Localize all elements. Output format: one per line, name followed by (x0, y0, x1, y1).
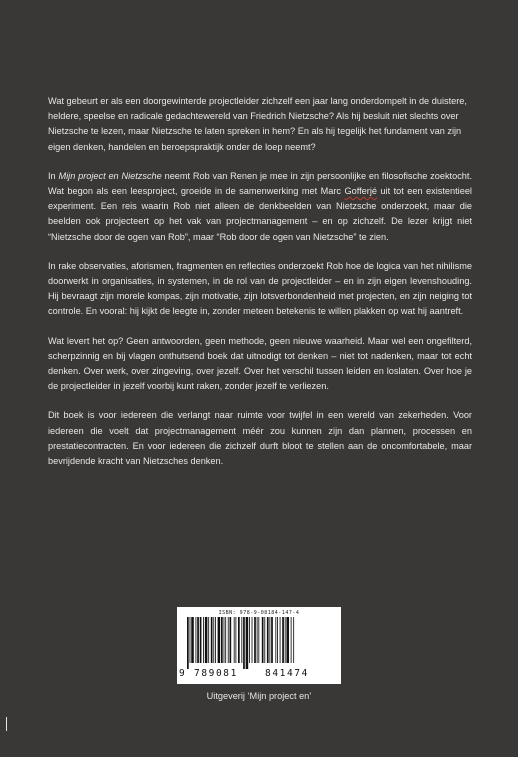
barcode-bar (241, 617, 242, 663)
paragraph-rest: uit tot een existentieel experiment. Een reis waarin Rob niet alleen de denkbeelden van Nietzsche onderzoekt, maar die beelden ook projecteert op het vak van projectmanagement – en op zichzelf. De lezer krijgt niet “Nietzsche door de ogen van Rob”, maar “Rob door de ogen van Nietzsche” te zien. (48, 186, 472, 242)
barcode-lead-digit: 9 (179, 668, 185, 679)
barcode-bar (275, 617, 276, 663)
barcode-digits (177, 668, 341, 682)
barcode-bar (235, 617, 236, 663)
paragraph-prefix: In (48, 170, 59, 181)
barcode-bar (254, 617, 256, 663)
barcode-bar (224, 617, 225, 663)
barcode-bar (190, 617, 191, 663)
paragraph-intro: Wat gebeurt er als een doorgewinterde projectleider zichzelf een jaar lang onderdompelt in de duistere, heldere, speelse en radicale gedachtewereld van Friedrich Nietzsche? Als hij besluit niet slechts over Nietzsche te lezen, maar Nietzsche te laten spreken in hem? En als hij tegelijk het fundament van zijn eigen denken, handelen en beroepspraktijk onder de loep neemt? (48, 96, 467, 152)
barcode-bar (203, 617, 204, 663)
barcode-bar (238, 617, 240, 663)
barcode-bar (215, 617, 216, 663)
barcode-bar (196, 617, 197, 663)
paragraph-outcome: Wat levert het op? Geen antwoorden, geen methode, geen nieuwe waarheid. Maar wel een ongefilterd, scherpzinnig en bij vlagen onthutsend boek dat uitnodigt tot denken – niet tot nadenken, maar tot echt denken. Over werk, over zingeving, over jezelf. Over het verschil tussen leiden en loslaten. Over hoe je de projectleider in jezelf voorbij kunt raken, zonder jezelf te verliezen. (48, 335, 472, 392)
barcode-bar (191, 617, 194, 663)
barcode-bar (258, 617, 259, 663)
barcode-bar (252, 617, 253, 663)
text-cursor (6, 717, 7, 731)
isbn-barcode (177, 607, 341, 684)
barcode-bar (267, 617, 269, 663)
barcode-bar (246, 617, 249, 669)
barcode-bar (211, 617, 213, 663)
barcode-bar (285, 617, 286, 663)
barcode-bar (262, 617, 264, 663)
barcode-bar (218, 617, 221, 663)
barcode-bar (277, 617, 278, 663)
author-name-spellcheck: Gofferjé (344, 186, 377, 197)
paragraph-observations: In rake observaties, aforismen, fragmenten en reflecties onderzoekt Rob hoe de logica van het nihilisme doorwerkt in organisaties, in systemen, in de rol van de projectleider – en in zijn eigen levenshouding. Hij bevraagt zijn morele kompas, zijn motivatie, zijn lotsverbondenheid met projecten, en zijn neiging tot controle. En vooral: hij kijkt de leegte in, zonder meteen betekenis te willen plakken op wat hij aantreft. (48, 260, 472, 317)
barcode-bar (228, 617, 229, 663)
barcode-bar (271, 617, 273, 663)
barcode-bar (187, 617, 189, 669)
barcode-bar (291, 617, 292, 663)
barcode-bar (280, 617, 281, 663)
barcode-bars (185, 617, 333, 669)
barcode-bar (213, 617, 214, 663)
barcode-bar (221, 617, 223, 663)
barcode-bar (293, 617, 294, 663)
barcode-right-digits: 841474 (265, 668, 309, 679)
barcode-bar (243, 617, 245, 669)
barcode-bar (208, 617, 209, 663)
paragraph-middle: neemt Rob van Renen je mee in zijn persoonlijke en filosofische zoektocht. Wat begon als een leesproject, groeide in de samenwerking met Marc (48, 170, 473, 197)
barcode-bar (282, 617, 284, 663)
barcode-bar (286, 617, 289, 663)
barcode-bar (234, 617, 235, 663)
barcode-bar (269, 617, 270, 663)
barcode-bar (205, 617, 208, 663)
paragraph-audience: Dit boek is voor iedereen die verlangt naar ruimte voor twijfel in een wereld van zekerheden. Voor iedereen die voelt dat projectmanagement méér zou kunnen zijn dan plannen, processen en prestatiecontracten. En voor iedereen die zichzelf durft bloot te stellen aan de oncomfortabele, maar bevrijdende kracht van Nietzsches denken. (48, 410, 472, 467)
barcode-bar (197, 617, 199, 663)
barcode-bar (257, 617, 258, 663)
book-title-inline: Mijn project en Nietzsche (58, 170, 162, 181)
barcode-left-digits: 789081 (194, 668, 238, 679)
isbn-label: ISBN: 978-9-08184-147-4 (218, 610, 300, 616)
blurb-text (48, 94, 472, 483)
publisher-name: Uitgeverij ‘Mijn project en’ (206, 691, 312, 701)
barcode-bar (230, 617, 232, 663)
barcode-bar (264, 617, 265, 663)
barcode-bar (225, 617, 226, 663)
barcode-bar (249, 617, 250, 663)
barcode-bar (200, 617, 202, 663)
paragraph-book-intro (48, 169, 472, 245)
